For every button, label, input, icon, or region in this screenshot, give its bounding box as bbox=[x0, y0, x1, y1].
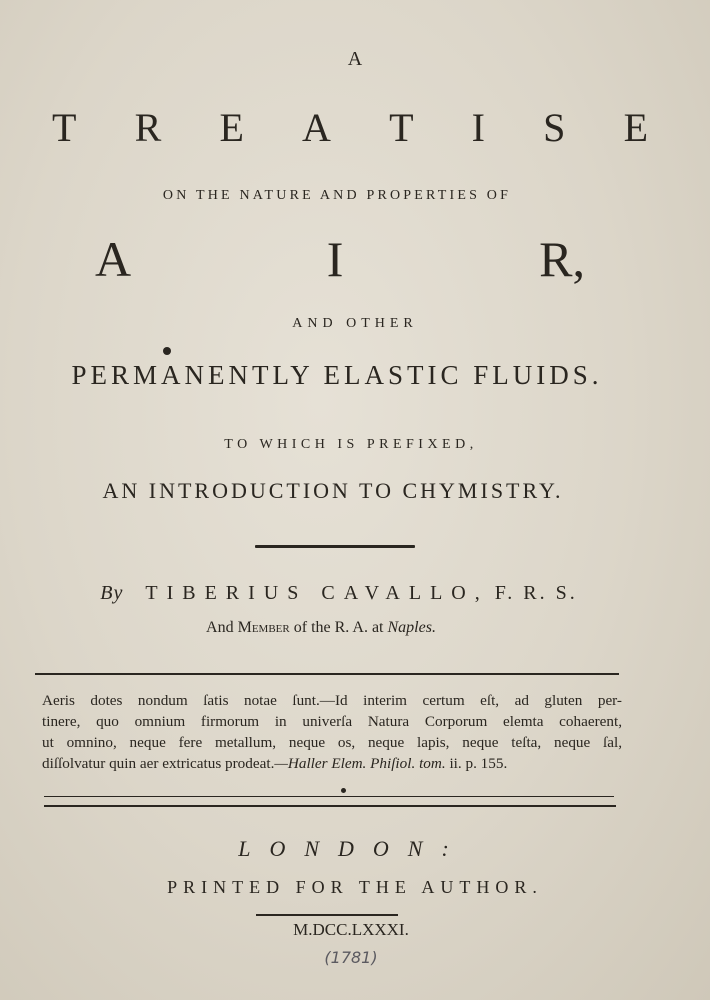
air-letter: A bbox=[95, 231, 132, 287]
membership-of: of the R. A. at bbox=[293, 619, 384, 636]
epigraph-line: tinere, quo omnium firmorum in univerſa Natura Corporum elemta cohaerent, bbox=[42, 713, 622, 730]
epigraph-line: ut omnino, neque fere metallum, neque os, neque lapis, neque teſta, neque ſal, bbox=[42, 734, 622, 751]
subtitle-and-other: AND OTHER bbox=[292, 316, 418, 331]
epigraph bbox=[42, 690, 622, 774]
membership-and: And bbox=[206, 619, 234, 636]
divider-rule bbox=[35, 673, 619, 675]
membership-word: Member bbox=[237, 619, 290, 636]
imprint-date: M.DCC.LXXXI. bbox=[293, 920, 409, 939]
author-by: By bbox=[100, 582, 124, 604]
imprint-printer: PRINTED FOR THE AUTHOR. bbox=[167, 877, 543, 897]
author-fellowship: F. R. S. bbox=[494, 582, 578, 604]
divider-rule bbox=[256, 914, 398, 916]
subtitle-prefixed: TO WHICH IS PREFIXED, bbox=[224, 437, 478, 452]
epigraph-last-line bbox=[42, 753, 622, 774]
ornament-dot bbox=[341, 788, 346, 793]
divider-rule bbox=[44, 796, 614, 797]
treatise-letter: I bbox=[471, 105, 485, 150]
divider-rule bbox=[44, 805, 616, 807]
treatise-letter: E bbox=[623, 105, 648, 150]
treatise-letter: R bbox=[134, 105, 162, 150]
title-treatise bbox=[40, 104, 660, 151]
author-name: TIBERIUS CAVALLO, bbox=[145, 582, 489, 604]
title-air bbox=[95, 230, 585, 288]
author-line bbox=[0, 582, 694, 605]
imprint-city: LONDON: bbox=[238, 836, 468, 861]
epigraph-line: diſſolvatur quin aer extricatus prodeat. bbox=[42, 755, 275, 772]
epigraph-line: Aeris dotes nondum ſatis notae ſunt.—Id interim certum eſt, ad gluten per- bbox=[42, 692, 622, 709]
treatise-letter: T bbox=[52, 105, 77, 150]
handwritten-year: (1781) bbox=[324, 948, 378, 967]
subtitle-permanently-elastic-fluids: PERMANENTLY ELASTIC FLUIDS. bbox=[71, 360, 603, 390]
ink-blot bbox=[163, 347, 171, 355]
subtitle-nature-line: ON THE NATURE AND PROPERTIES OF bbox=[162, 188, 512, 203]
epigraph-citation-tail: ii. p. 155. bbox=[449, 755, 508, 772]
subtitle-introduction: AN INTRODUCTION TO CHYMISTRY. bbox=[102, 478, 564, 503]
treatise-letter: T bbox=[389, 105, 414, 150]
treatise-letter: S bbox=[543, 105, 566, 150]
author-membership bbox=[0, 619, 676, 637]
air-letter: R, bbox=[539, 231, 585, 287]
membership-place: Naples. bbox=[387, 619, 436, 636]
epigraph-citation: —Haller Elem. Phiſiol. tom. bbox=[274, 755, 446, 772]
air-letter: I bbox=[326, 231, 344, 287]
treatise-letter: E bbox=[219, 105, 244, 150]
treatise-letter: A bbox=[302, 105, 331, 150]
title-article: A bbox=[347, 48, 363, 70]
divider-rule bbox=[255, 545, 415, 548]
